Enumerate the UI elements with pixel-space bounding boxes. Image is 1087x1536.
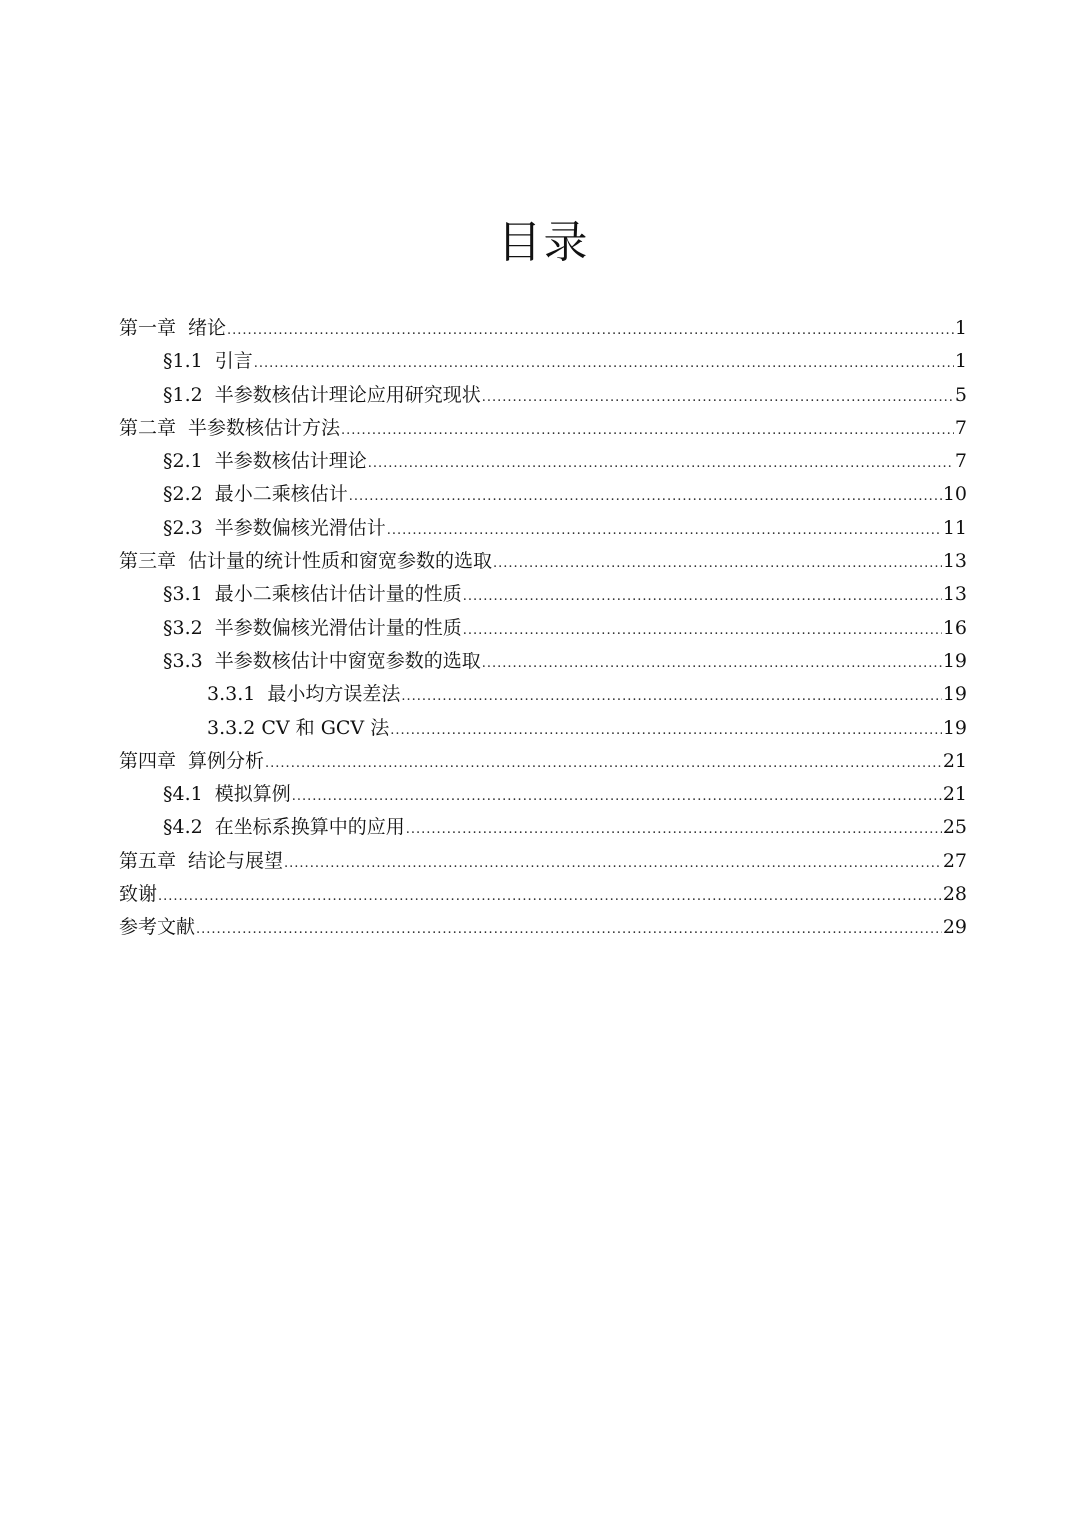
toc-dot-leader [227, 314, 954, 345]
toc-entry-title: 最小二乘核估计 [214, 483, 348, 506]
toc-entry-title: 算例分析 [188, 749, 265, 772]
toc-dot-leader [482, 381, 954, 412]
toc-entry-title: 半参数核估计理论 [214, 450, 367, 473]
toc-page-number: 11 [942, 516, 967, 539]
toc-entry-label [163, 645, 481, 678]
toc-page-number: 7 [954, 416, 967, 439]
toc-entry-label [163, 811, 405, 844]
toc-entry-number: §3.2 [163, 616, 203, 639]
toc-entry[interactable] [119, 412, 967, 445]
toc-entry[interactable] [119, 811, 967, 844]
toc-entry[interactable] [119, 312, 967, 345]
toc-entry-label [119, 845, 283, 878]
toc-entry-title: 半参数核估计方法 [188, 416, 341, 439]
toc-page-number: 29 [942, 916, 967, 939]
toc-entry-label [119, 745, 264, 778]
toc-entry-title: 半参数核估计中窗宽参数的选取 [214, 649, 481, 672]
toc-entry[interactable] [119, 578, 967, 611]
toc-entry-label [163, 478, 348, 511]
toc-dot-leader [406, 813, 942, 844]
toc-dot-leader [292, 780, 942, 811]
toc-entry-title: 半参数核估计理论应用研究现状 [214, 383, 481, 406]
toc-entry[interactable] [119, 911, 967, 944]
toc-entry[interactable] [119, 845, 967, 878]
toc-entry-number: §3.1 [163, 583, 203, 606]
toc-page-number: 16 [942, 616, 967, 639]
toc-dot-leader [482, 647, 942, 678]
toc-dot-leader [463, 614, 942, 645]
toc-entry-number: 第三章 [119, 550, 177, 573]
toc-entry-title: 半参数偏核光滑估计 [214, 516, 386, 539]
toc-entry-number: §4.1 [163, 783, 203, 806]
toc-entry-number: 第一章 [119, 317, 177, 339]
toc-dot-leader [368, 447, 954, 478]
toc-entry-label [207, 678, 400, 711]
toc-page-number: 5 [954, 383, 967, 406]
toc-entry-number: §2.3 [163, 516, 203, 539]
toc-entry[interactable] [119, 345, 967, 378]
toc-dot-leader [341, 414, 954, 445]
toc-page-number: 27 [942, 849, 967, 872]
toc-entry-number: §2.2 [163, 483, 203, 506]
toc-entry-title: 最小均方误差法 [267, 683, 401, 706]
toc-entry[interactable] [119, 878, 967, 911]
toc-entry-label [119, 911, 195, 944]
toc-entry-title: 最小二乘核估计估计量的性质 [214, 583, 462, 606]
toc-entry[interactable] [119, 678, 967, 711]
toc-entry-label [119, 878, 157, 911]
toc-dot-leader [254, 347, 954, 378]
toc-entry-number: 3.3.1 [207, 683, 256, 706]
toc-dot-leader [463, 580, 942, 611]
toc-entry-title: 3.3.2 CV 和 GCV 法 [207, 716, 390, 739]
toc-entry-title: 绪论 [188, 317, 227, 339]
toc-entry[interactable] [119, 778, 967, 811]
toc-page-number: 19 [942, 716, 967, 739]
toc-entry-label [119, 545, 492, 578]
toc-dot-leader [401, 680, 941, 711]
page-title: 目录 [497, 217, 590, 269]
toc-entry-label [163, 612, 462, 645]
toc-entry[interactable] [119, 612, 967, 645]
toc-dot-leader [158, 880, 942, 911]
toc-page-number: 10 [942, 483, 967, 506]
toc-page-number: 1 [954, 317, 967, 339]
toc-dot-leader [284, 847, 942, 878]
toc-page-number: 28 [942, 883, 967, 906]
toc-entry-label [163, 778, 291, 811]
toc-entry-title: 在坐标系换算中的应用 [214, 816, 405, 839]
toc-entry-title: 模拟算例 [214, 783, 291, 806]
toc-entry-number: §2.1 [163, 450, 203, 473]
toc-entry-number: §1.2 [163, 383, 203, 406]
toc-entry-label [163, 445, 367, 478]
toc-page-number: 7 [954, 450, 967, 473]
toc-entry-title: 致谢 [119, 883, 158, 906]
toc-entry-number: §1.1 [163, 350, 203, 373]
toc-entry-title: 参考文献 [119, 916, 196, 939]
toc-entry-label [163, 345, 253, 378]
toc-entry-label [163, 379, 481, 412]
toc-entry-label [207, 712, 389, 745]
toc-entry-title: 半参数偏核光滑估计量的性质 [214, 616, 462, 639]
toc-entry[interactable] [119, 478, 967, 511]
toc-entry[interactable] [119, 545, 967, 578]
toc-entry-number: §4.2 [163, 816, 203, 839]
toc-dot-leader [196, 913, 942, 944]
toc-entry-label [163, 512, 386, 545]
toc-entry-label [119, 412, 340, 445]
toc-entry[interactable] [119, 512, 967, 545]
toc-page-number: 25 [942, 816, 967, 839]
toc-dot-leader [265, 747, 942, 778]
toc-page-number: 13 [942, 550, 967, 573]
toc-entry[interactable] [119, 645, 967, 678]
toc-entry[interactable] [119, 712, 967, 745]
toc-page-number: 1 [954, 350, 967, 373]
toc-entry[interactable] [119, 745, 967, 778]
toc-page-number: 13 [942, 583, 967, 606]
toc-entry-number: §3.3 [163, 649, 203, 672]
toc-dot-leader [493, 547, 942, 578]
toc-entry-title: 引言 [214, 350, 253, 373]
toc-dot-leader [387, 514, 942, 545]
toc-dot-leader [390, 714, 942, 745]
toc-entry-label [119, 312, 226, 345]
toc-entry-title: 结论与展望 [188, 849, 284, 872]
toc-entry-number: 第五章 [119, 849, 177, 872]
toc-page-number: 21 [942, 783, 967, 806]
table-of-contents [119, 312, 967, 945]
toc-page-number: 19 [942, 649, 967, 672]
toc-entry-number: 第四章 [119, 749, 177, 772]
toc-entry[interactable] [119, 445, 967, 478]
toc-page-number: 21 [942, 749, 967, 772]
toc-entry-label [163, 578, 462, 611]
toc-entry-title: 估计量的统计性质和窗宽参数的选取 [188, 550, 493, 573]
toc-entry[interactable] [119, 379, 967, 412]
toc-page-number: 19 [942, 683, 967, 706]
toc-dot-leader [349, 480, 942, 511]
toc-entry-number: 第二章 [119, 416, 177, 439]
